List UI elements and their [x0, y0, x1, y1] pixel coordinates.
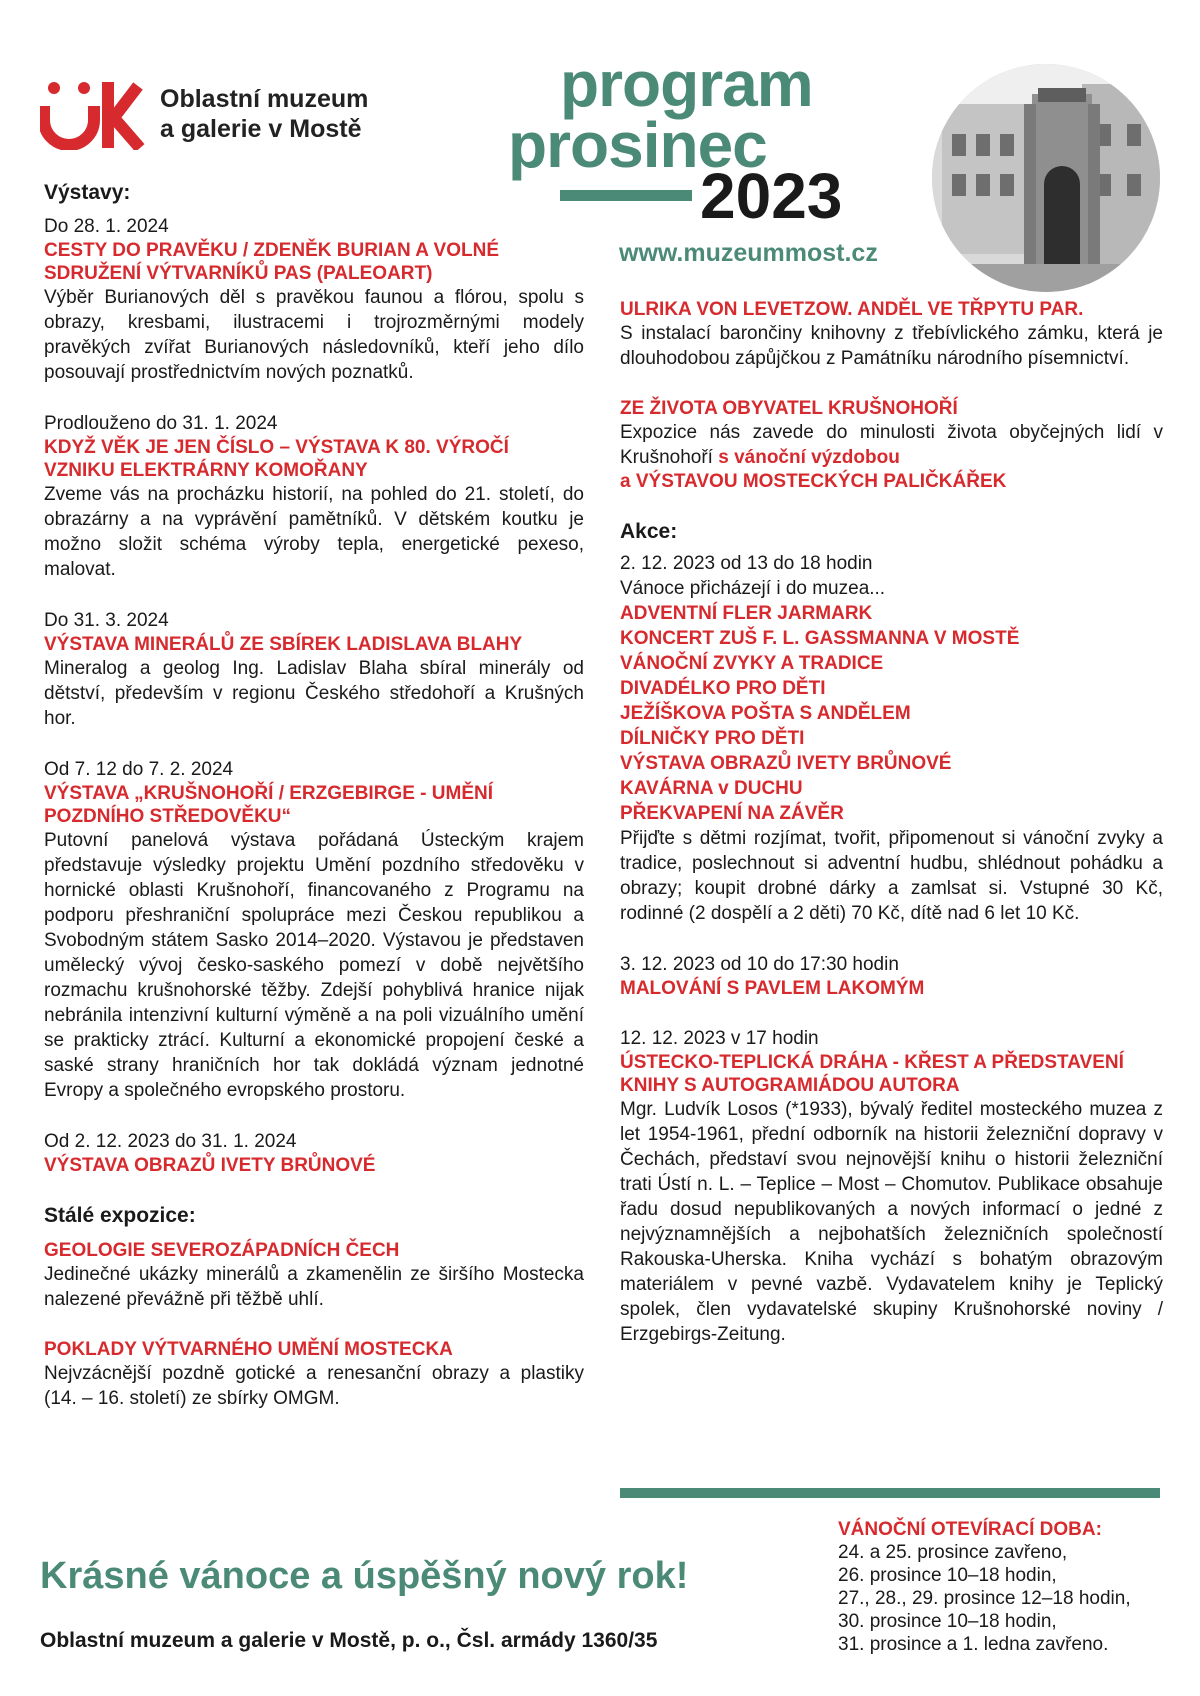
event-program-item: KONCERT ZUŠ F. L. GASSMANNA V MOSTĚ	[620, 628, 1020, 649]
event-2	[620, 952, 1163, 1000]
logo-text	[160, 84, 368, 144]
exhibition-text: Putovní panelová výstava pořádaná Ústeckým krajem představuje výsledky projektu Umění pozdního středověku v hornické oblasti Krušnohoří, financovaného z Programu na podporu přeshraniční spolupráce mezi Českou republikou a Svobodným státem Sasko 2014–2020. Výstavou je představen umělecký vývoj česko-saského pomezí v době největšího rozmachu krušnohorské těžby. Zdejší pohyblivá hranice nijak nebránila intenzivní kulturní výměně a na poli vizuálního umění se prakticky ztrácí. Kulturní a ekonomické propojení české a saské strany hraničních hor tak dokládá význam jednotné Evropy a společného evropského prostoru.	[44, 830, 584, 1101]
exhibition-date: Do 31. 3. 2024	[44, 610, 169, 631]
permanent-4	[620, 397, 1163, 493]
permanent-3	[620, 298, 1163, 371]
event-program-item: DÍLNIČKY PRO DĚTI	[620, 728, 805, 749]
permanent-text	[620, 420, 1163, 470]
exhibition-3	[44, 608, 584, 731]
event-program-item: ADVENTNÍ FLER JARMARK	[620, 603, 873, 624]
event-text: Přijďte s dětmi rozjímat, tvořit, připomenout si vánoční zvyky a tradice, poslechnout si adventní hudbu, shlédnout pohádku a obrazy; koupit drobné dárky a zamlsat si. Vstupné 30 Kč, rodinné (2 dospělí a 2 děti) 70 Kč, dítě nad 6 let 10 Kč.	[620, 828, 1163, 924]
permanent-title: ZE ŽIVOTA OBYVATEL KRUŠNOHOŘÍ	[620, 398, 958, 419]
permanent-heading: Stálé expozice:	[44, 1204, 196, 1227]
exhibition-title-line: VÝSTAVA „KRUŠNOHOŘÍ / ERZGEBIRGE - UMĚNÍ	[44, 783, 493, 804]
logo-line-1: Oblastní muzeum	[160, 85, 369, 113]
hours-line: 27., 28., 29. prosince 12–18 hodin,	[838, 1588, 1131, 1609]
event-3	[620, 1026, 1163, 1347]
website-link[interactable]: www.muzeummost.cz	[619, 239, 878, 267]
exhibition-title-line: SDRUŽENÍ VÝTVARNÍKŮ PAS (PALEOART)	[44, 263, 433, 284]
event-program-item: DIVADÉLKO PRO DĚTI	[620, 678, 826, 699]
left-column	[44, 180, 584, 1411]
exhibition-title	[44, 239, 584, 285]
event-program-item: JEŽÍŠKOVA POŠTA S ANDĚLEM	[620, 703, 911, 724]
museum-logo	[40, 80, 145, 150]
exhibitions-heading: Výstavy:	[44, 181, 131, 204]
permanent-title: POKLADY VÝTVARNÉHO UMĚNÍ MOSTECKA	[44, 1339, 453, 1360]
event-title	[620, 1051, 1163, 1097]
permanent-title-secondary: a VÝSTAVOU MOSTECKÝCH PALIČKÁŘEK	[620, 471, 1007, 492]
event-program-list	[620, 601, 1163, 826]
event-title-line: ÚSTECKO-TEPLICKÁ DRÁHA - KŘEST A PŘEDSTAVENÍ	[620, 1052, 1124, 1073]
logo-line-2: a galerie v Mostě	[160, 115, 362, 143]
exhibition-title: VÝSTAVA MINERÁLŮ ZE SBÍREK LADISLAVA BLAHY	[44, 634, 523, 655]
right-column	[620, 298, 1163, 1347]
hours-title: VÁNOČNÍ OTEVÍRACÍ DOBA:	[838, 1519, 1102, 1540]
exhibition-5	[44, 1129, 584, 1177]
exhibition-text: Výběr Burianových děl s pravěkou faunou a flórou, spolu s obrazy, kresbami, ilustracemi i trojrozměrnými modely pravěkých zvířat Burianových následovníků, kteří jeho dílo posouvají prostřednictvím nových poznatků.	[44, 287, 584, 383]
exhibition-2	[44, 411, 584, 582]
event-date: 2. 12. 2023 od 13 do 18 hodin	[620, 553, 873, 574]
exhibition-text: Mineralog a geolog Ing. Ladislav Blaha sbíral minerály od dětství, především v regionu Českého středohoří a Krušných hor.	[44, 658, 584, 729]
events-heading: Akce:	[620, 520, 678, 543]
exhibition-text: Zveme vás na procházku historií, na pohled do 21. století, do obrazárny a na vyprávění pamětníků. V dětském koutku je možno složit schéma výroby tepla, energetické pexeso, malovat.	[44, 484, 584, 580]
exhibition-title: VÝSTAVA OBRAZŮ IVETY BRŮNOVÉ	[44, 1155, 376, 1176]
greeting: Krásné vánoce a úspěšný nový rok!	[40, 1555, 689, 1597]
exhibition-title	[44, 436, 584, 482]
permanent-text: S instalací barončiny knihovny z třebívlického zámku, která je dlouhodobou zápůjčkou z Památníku národního písemnictví.	[620, 323, 1163, 369]
event-intro: Vánoce přicházejí i do muzea...	[620, 578, 886, 599]
event-program-item: VÝSTAVA OBRAZŮ IVETY BRŮNOVÉ	[620, 753, 952, 774]
exhibition-date: Od 7. 12 do 7. 2. 2024	[44, 759, 234, 780]
event-1	[620, 551, 1163, 926]
event-date: 12. 12. 2023 v 17 hodin	[620, 1028, 819, 1049]
permanent-2	[44, 1338, 584, 1411]
exhibition-1	[44, 214, 584, 385]
program-word: program	[560, 48, 813, 120]
hours-line: 26. prosince 10–18 hodin,	[838, 1565, 1057, 1586]
permanent-title: GEOLOGIE SEVEROZÁPADNÍCH ČECH	[44, 1240, 400, 1261]
exhibition-title	[44, 782, 584, 828]
event-date: 3. 12. 2023 od 10 do 17:30 hodin	[620, 954, 899, 975]
museum-building-photo	[932, 64, 1160, 292]
exhibition-title-line: VZNIKU ELEKTRÁRNY KOMOŘANY	[44, 460, 368, 481]
event-program-item: PŘEKVAPENÍ NA ZÁVĚR	[620, 803, 844, 824]
month-word: prosinec	[508, 109, 767, 181]
hours-accent-bar	[620, 1488, 1160, 1498]
event-text: Mgr. Ludvík Losos (*1933), bývalý ředitel mosteckého muzea z let 1954-1961, přední odborník na historii železniční dopravy v Čechách, představí svou nejnovější knihu o historii železniční trati Ústí n. L. – Teplice – Most – Chomutov. Publikace obsahuje řadu dosud nepublikovaných a nových informací o jedné z nejvýznamnějších a nejbohatších železničních společností Rakouska-Uherska. Kniha vychází s bohatým obrazovým materiálem v pevné vazbě. Vydavatelem knihy je Teplický spolek, člen vydavatelské skupiny Krušnohorské noviny / Erzgebirgs-Zeitung.	[620, 1099, 1163, 1345]
hours-line: 24. a 25. prosince zavřeno,	[838, 1542, 1068, 1563]
permanent-title: ULRIKA VON LEVETZOW. ANDĚL VE TŘPYTU PAR.	[620, 299, 1084, 320]
event-title: MALOVÁNÍ S PAVLEM LAKOMÝM	[620, 978, 925, 999]
year: 2023	[700, 160, 843, 232]
hours-line: 31. prosince a 1. ledna zavřeno.	[838, 1634, 1109, 1655]
hours-line: 30. prosince 10–18 hodin,	[838, 1611, 1057, 1632]
permanent-text: Jedinečné ukázky minerálů a zkamenělin ze širšího Mostecka nalezené převážně při těžbě uhlí.	[44, 1264, 584, 1310]
permanent-1	[44, 1239, 584, 1312]
footer-address: Oblastní muzeum a galerie v Mostě, p. o., Čsl. armády 1360/35	[40, 1629, 658, 1652]
opening-hours	[838, 1518, 1168, 1656]
exhibition-date: Od 2. 12. 2023 do 31. 1. 2024	[44, 1131, 297, 1152]
permanent-text-main: Expozice nás zavede do minulosti života obyčejných lidí v Krušnohoří	[620, 422, 1163, 468]
event-title-line: KNIHY S AUTOGRAMIÁDOU AUTORA	[620, 1075, 960, 1096]
event-program-item: KAVÁRNA v DUCHU	[620, 778, 803, 799]
permanent-text-highlight: s vánoční výzdobou	[718, 447, 900, 468]
exhibition-title-line: CESTY DO PRAVĚKU / ZDENĚK BURIAN A VOLNÉ	[44, 240, 499, 261]
exhibition-title-line: POZDNÍHO STŘEDOVĚKU“	[44, 806, 292, 827]
exhibition-date: Do 28. 1. 2024	[44, 216, 169, 237]
exhibition-date: Prodlouženo do 31. 1. 2024	[44, 413, 278, 434]
permanent-text: Nejvzácnější pozdně gotické a renesanční obrazy a plastiky (14. – 16. století) ze sbírky OMGM.	[44, 1363, 584, 1409]
exhibition-4	[44, 757, 584, 1103]
event-program-item: VÁNOČNÍ ZVYKY A TRADICE	[620, 653, 884, 674]
exhibition-title-line: KDYŽ VĚK JE JEN ČÍSLO – VÝSTAVA K 80. VÝROČÍ	[44, 437, 509, 458]
